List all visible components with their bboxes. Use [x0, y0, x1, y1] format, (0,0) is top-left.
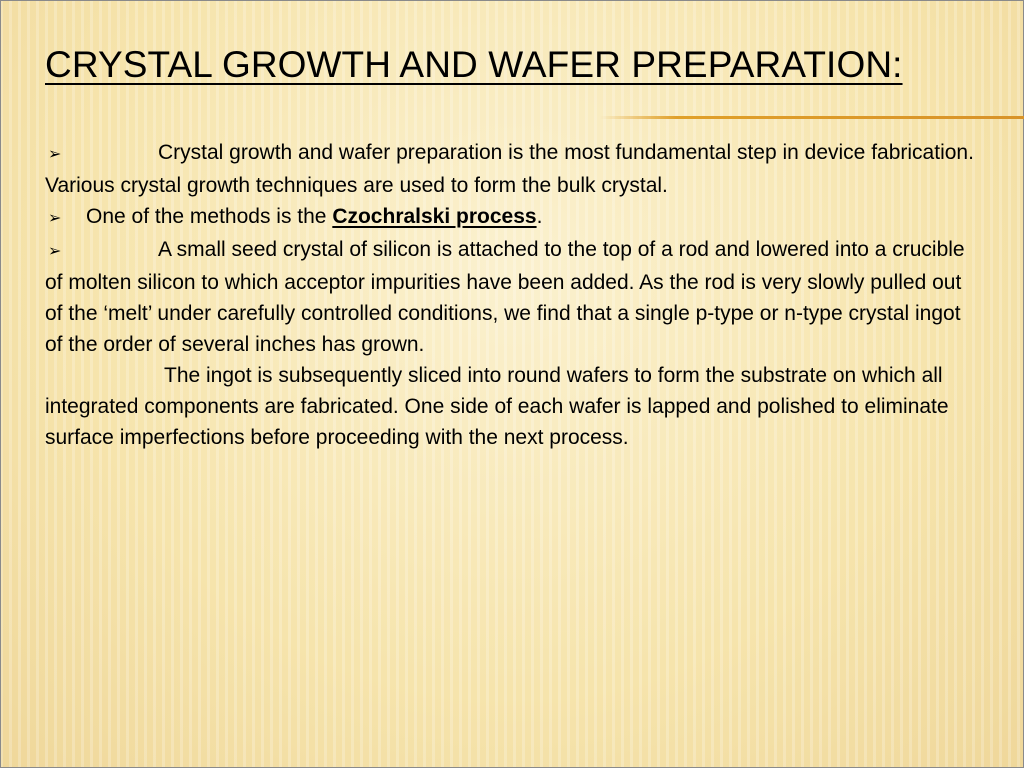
- paragraph-text: One of the methods is the: [86, 205, 333, 228]
- paragraph-seed-crystal: [45, 234, 980, 360]
- slide-body: [45, 137, 980, 453]
- paragraph-punctuation: .: [536, 205, 543, 228]
- paragraph-methods: [45, 201, 980, 234]
- paragraph-text: Crystal growth and wafer preparation is the most fundamental step in device fabrication. Various crystal growth techniques are used to form the bulk crystal.: [45, 141, 974, 197]
- paragraph-text: A small seed crystal of silicon is attached to the top of a rod and lowered into a crucible of molten silicon to which acceptor impurities have been added. As the rod is very slowly pulled out of the ‘melt’ under carefully controlled conditions, we find that a single p-type or n-type crystal ingot of the order of several inches has grown.: [45, 238, 965, 356]
- paragraph-text: The ingot is subsequently sliced into round wafers to form the substrate on which all integrated components are fabricated. One side of each wafer is lapped and polished to eliminate surface imperfections before proceeding with the next process.: [45, 364, 949, 449]
- czochralski-process-term: Czochralski process: [332, 205, 537, 228]
- bullet-arrow-icon: ➢: [48, 146, 62, 163]
- paragraph-crystal-growth: [45, 137, 980, 201]
- slide-title: CRYSTAL GROWTH AND WAFER PREPARATION:: [45, 44, 903, 85]
- paragraph-ingot-slicing: [45, 360, 980, 453]
- title-accent-line: [600, 116, 1024, 119]
- bullet-arrow-icon: ➢: [48, 210, 62, 227]
- bullet-arrow-icon: ➢: [48, 243, 62, 260]
